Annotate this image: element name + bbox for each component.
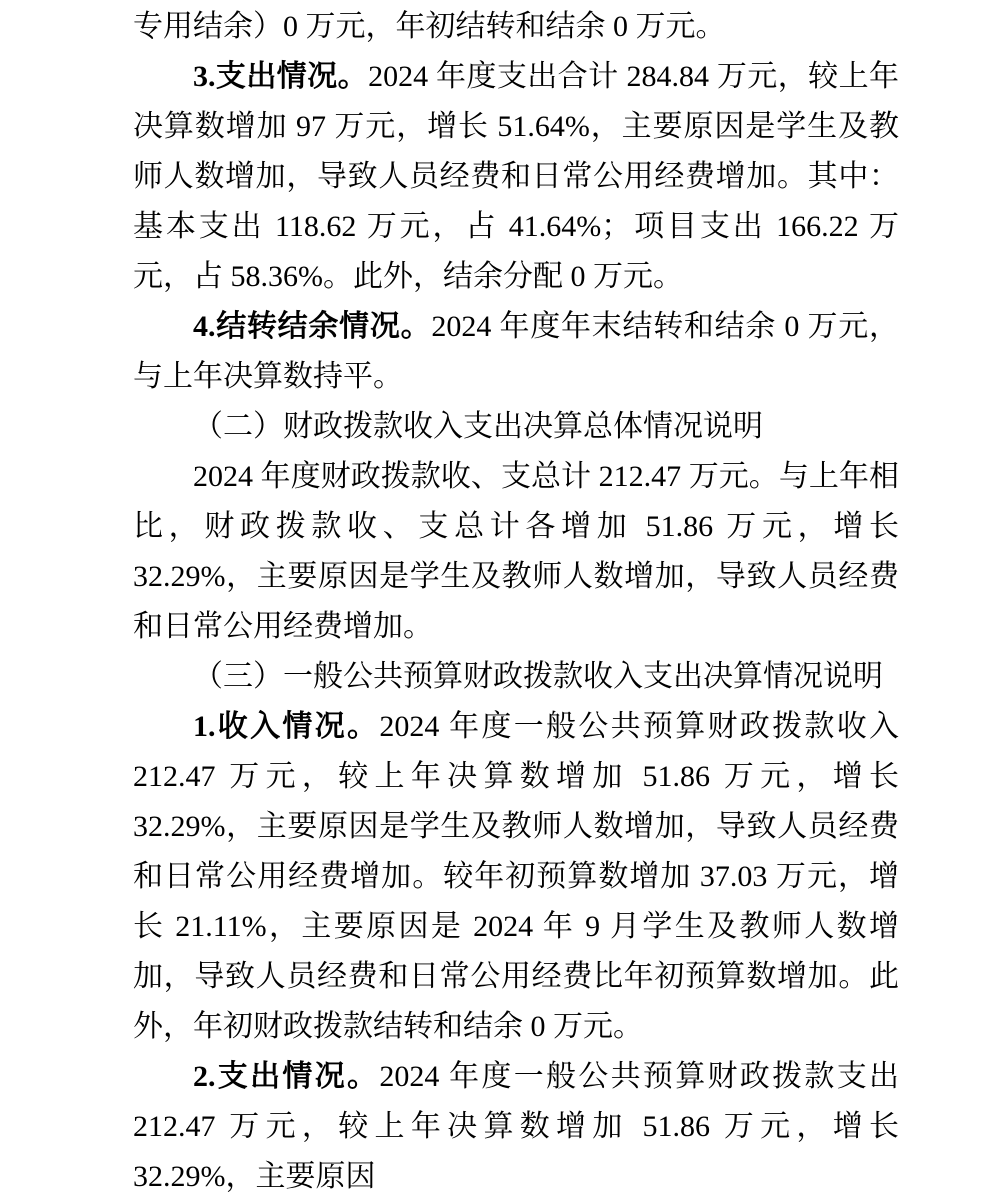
paragraph-text: 2024 年度一般公共预算财政拨款支出 212.47 万元，较上年决算数增加 51.86 万元，增长 32.29%，主要原因 <box>133 1060 900 1193</box>
paragraph-expenditure-detail <box>133 1052 899 1202</box>
paragraph-continuation <box>133 2 899 52</box>
paragraph-lead: 1.收入情况。 <box>193 710 380 743</box>
paragraph-text: 2024 年度财政拨款收、支总计 212.47 万元。与上年相比，财政拨款收、支总计各增加 51.86 万元，增长 32.29%，主要原因是学生及教师人数增加，导致人员经费和日常公用经费增加。 <box>133 460 899 643</box>
paragraph-carryover-overview <box>133 302 899 402</box>
section-heading-general-public-budget <box>133 652 899 702</box>
paragraph-lead: 3.支出情况。 <box>193 60 369 93</box>
paragraph-income-detail <box>133 702 899 1052</box>
paragraph-fiscal-appropriation-detail <box>133 452 899 652</box>
section-heading-fiscal-appropriation <box>133 402 899 452</box>
paragraph-lead: 2.支出情况。 <box>193 1060 380 1093</box>
paragraph-text: 2024 年度年末结转和结余 0 万元，与上年决算数持平。 <box>133 310 900 393</box>
paragraph-text: 2024 年度一般公共预算财政拨款收入 212.47 万元，较上年决算数增加 51.86 万元，增长 32.29%，主要原因是学生及教师人数增加，导致人员经费和日常公用经费增加。较年初预算数增加 37.03 万元，增长 21.11%，主要原因是 2024 年 9 月学生及教师人数增加，导致人员经费和日常公用经费比年初预算数增加。此外，年初财政拨款结转和结余 0 万元。 <box>133 710 900 1043</box>
paragraph-text: 专用结余）0 万元，年初结转和结余 0 万元。 <box>133 10 726 43</box>
document-body <box>133 2 899 1202</box>
paragraph-text: （三）一般公共预算财政拨款收入支出决算情况说明 <box>193 660 883 693</box>
paragraph-text: （二）财政拨款收入支出决算总体情况说明 <box>193 410 763 443</box>
paragraph-text: 2024 年度支出合计 284.84 万元，较上年决算数增加 97 万元，增长 51.64%，主要原因是学生及教师人数增加，导致人员经费和日常公用经费增加。其中：基本支出 118.62 万元，占 41.64%；项目支出 166.22 万元，占 58.36%。此外，结余分配 0 万元。 <box>133 60 900 293</box>
paragraph-expenditure-overview <box>133 52 899 302</box>
paragraph-lead: 4.结转结余情况。 <box>193 310 432 343</box>
